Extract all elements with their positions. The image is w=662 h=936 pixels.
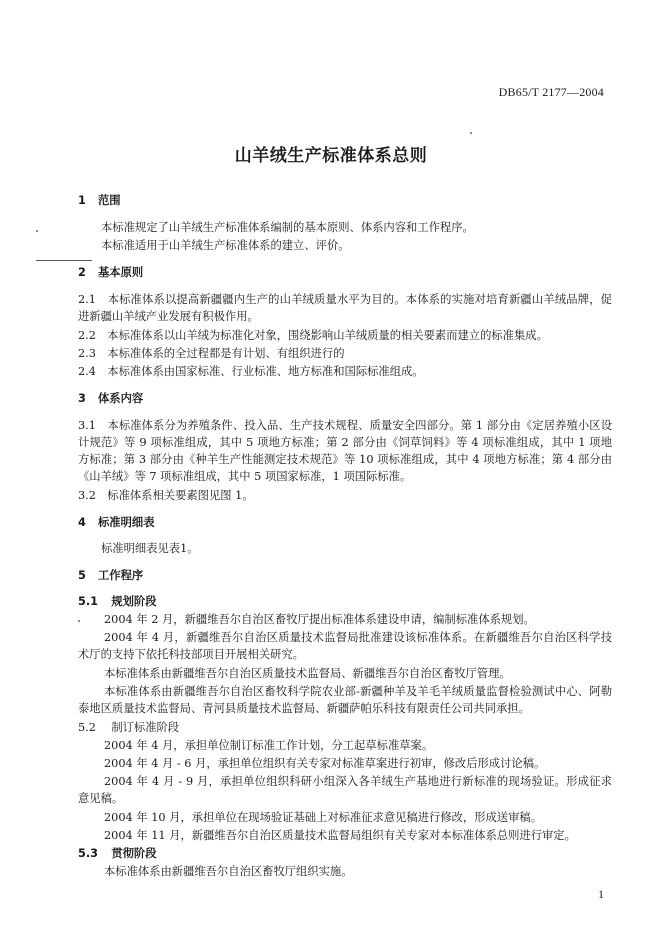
- section-5-heading: [78, 568, 612, 585]
- clause-3-2: [78, 488, 612, 505]
- paragraph-5-2-5: 2004 年 11 月，新疆维吾尔自治区质量技术监督局组织有关专家对本标准体系总则进行审定。: [104, 829, 576, 842]
- standard-code: DB65/T 2177—2004: [498, 85, 604, 99]
- section-number: 1: [78, 194, 86, 207]
- clause-number: 2.1: [78, 293, 96, 306]
- section-4-heading: [78, 515, 612, 532]
- subsection-5-2-heading: [78, 720, 612, 737]
- paragraph-5-3-1: 本标准体系由新疆维吾尔自治区畜牧厅组织实施。: [104, 865, 353, 878]
- clause-text: 本标准体系以提高新疆疆内生产的山羊绒质量水平为目的。本体系的实施对培育新疆山羊绒品牌，促进新疆山羊绒产业发展有积极作用。: [78, 293, 612, 323]
- subsection-5-1-heading: [78, 594, 612, 611]
- section-1-paragraph-2: 本标准适用于山羊绒生产标准体系的建立、评价。: [101, 239, 350, 252]
- clause-2-1: [78, 292, 612, 326]
- section-title: 体系内容: [98, 392, 144, 405]
- section-title: 范围: [98, 194, 121, 207]
- clause-number: 2.4: [78, 365, 96, 378]
- section-number: 2: [78, 266, 86, 279]
- paragraph-5-1-3: 本标准体系由新疆维吾尔自治区质量技术监督局、新疆维吾尔自治区畜牧厅管理。: [104, 667, 511, 680]
- clause-2-4: [78, 364, 612, 381]
- paragraph-5-2-2: 2004 年 4 月 - 6 月，承担单位组织有关专家对标准草案进行初审，修改后形成讨论稿。: [104, 757, 546, 770]
- margin-rule: [36, 260, 92, 261]
- paragraph-5-2-3: 2004 年 4 月 - 9 月，承担单位组织科研小组深入各羊绒生产基地进行新标准的现场验证。形成征求意见稿。: [78, 775, 612, 805]
- paragraph-5-1-1: 2004 年 2 月，新疆维吾尔自治区畜牧厅提出标准体系建设申请，编制标准体系规划。: [104, 613, 535, 626]
- scan-speck: [36, 230, 38, 232]
- subsection-5-3-heading: [78, 846, 612, 863]
- clause-text: 标准体系相关要素图见图 1。: [107, 489, 254, 502]
- clause-2-3: [78, 346, 612, 363]
- paragraph-5-2-1: 2004 年 4 月，承担单位制订标准工作计划，分工起草标准草案。: [104, 739, 434, 752]
- scan-speck: [78, 620, 80, 622]
- section-title: 标准明细表: [98, 516, 155, 529]
- section-number: 5: [78, 569, 86, 582]
- section-1-paragraph-1: 本标准规定了山羊绒生产标准体系编制的基本原则、体系内容和工作程序。: [101, 221, 474, 234]
- subsection-title: 规划阶段: [111, 595, 157, 608]
- clause-3-1: [78, 418, 612, 486]
- paragraph-5-1-2: 2004 年 4 月，新疆维吾尔自治区质量技术监督局批准建设该标准体系。在新疆维吾尔自治区科学技术厅的支持下依托科技部项目开展相关研究。: [78, 631, 612, 661]
- page-number: 1: [598, 887, 604, 901]
- section-1-heading: [78, 193, 612, 210]
- clause-text: 本标准体系以山羊绒为标准化对象，围绕影响山羊绒质量的相关要素而建立的标准集成。: [107, 329, 548, 342]
- clause-text: 本标准体系由国家标准、行业标准、地方标准和国际标准组成。: [107, 365, 424, 378]
- subsection-title: 贯彻阶段: [111, 847, 157, 860]
- clause-number: 2.2: [78, 329, 96, 342]
- section-number: 3: [78, 392, 86, 405]
- subsection-number: 5.2: [78, 721, 96, 734]
- clause-number: 3.1: [78, 419, 96, 432]
- clause-number: 3.2: [78, 489, 96, 502]
- clause-text: 本标准体系的全过程都是有计划、有组织进行的: [107, 347, 345, 360]
- clause-text: 本标准体系分为养殖条件、投入品、生产技术规程、质量安全四部分。第 1 部分由《定居养殖小区设计规范》等 9 项标准组成，其中 5 项地方标准；第 2 部分由《饲草饲料》等 4 项标准组成，其中 1 项地方标准；第 3 部分由《种羊生产性能测定技术规范》等 10 项标准组成，其中 4 项地方标准；第 4 部分由《山羊绒》等 7 项标准组成，其中 5 项国家标准，1 项国际标准。: [78, 419, 612, 483]
- scan-speck: [470, 132, 472, 134]
- paragraph-5-1-4: 本标准体系由新疆维吾尔自治区畜牧科学院农业部-新疆种羊及羊毛羊绒质量监督检验测试中心、阿勒泰地区质量技术监督局、青河县质量技术监督局、新疆萨帕乐科技有限责任公司共同承担。: [78, 685, 612, 715]
- paragraph-5-2-4: 2004 年 10 月，承担单位在现场验证基础上对标准征求意见稿进行修改，形成送审稿。: [104, 811, 542, 824]
- subsection-title: 制订标准阶段: [111, 721, 180, 734]
- page-title: 山羊绒生产标准体系总则: [234, 146, 428, 166]
- subsection-number: 5.1: [78, 595, 99, 608]
- subsection-number: 5.3: [78, 847, 99, 860]
- section-title: 基本原则: [98, 266, 144, 279]
- clause-2-2: [78, 328, 612, 345]
- section-2-heading: [78, 265, 612, 282]
- section-number: 4: [78, 516, 86, 529]
- section-3-heading: [78, 391, 612, 408]
- section-title: 工作程序: [98, 569, 144, 582]
- clause-number: 2.3: [78, 347, 96, 360]
- section-4-paragraph-1: 标准明细表见表1。: [101, 542, 199, 555]
